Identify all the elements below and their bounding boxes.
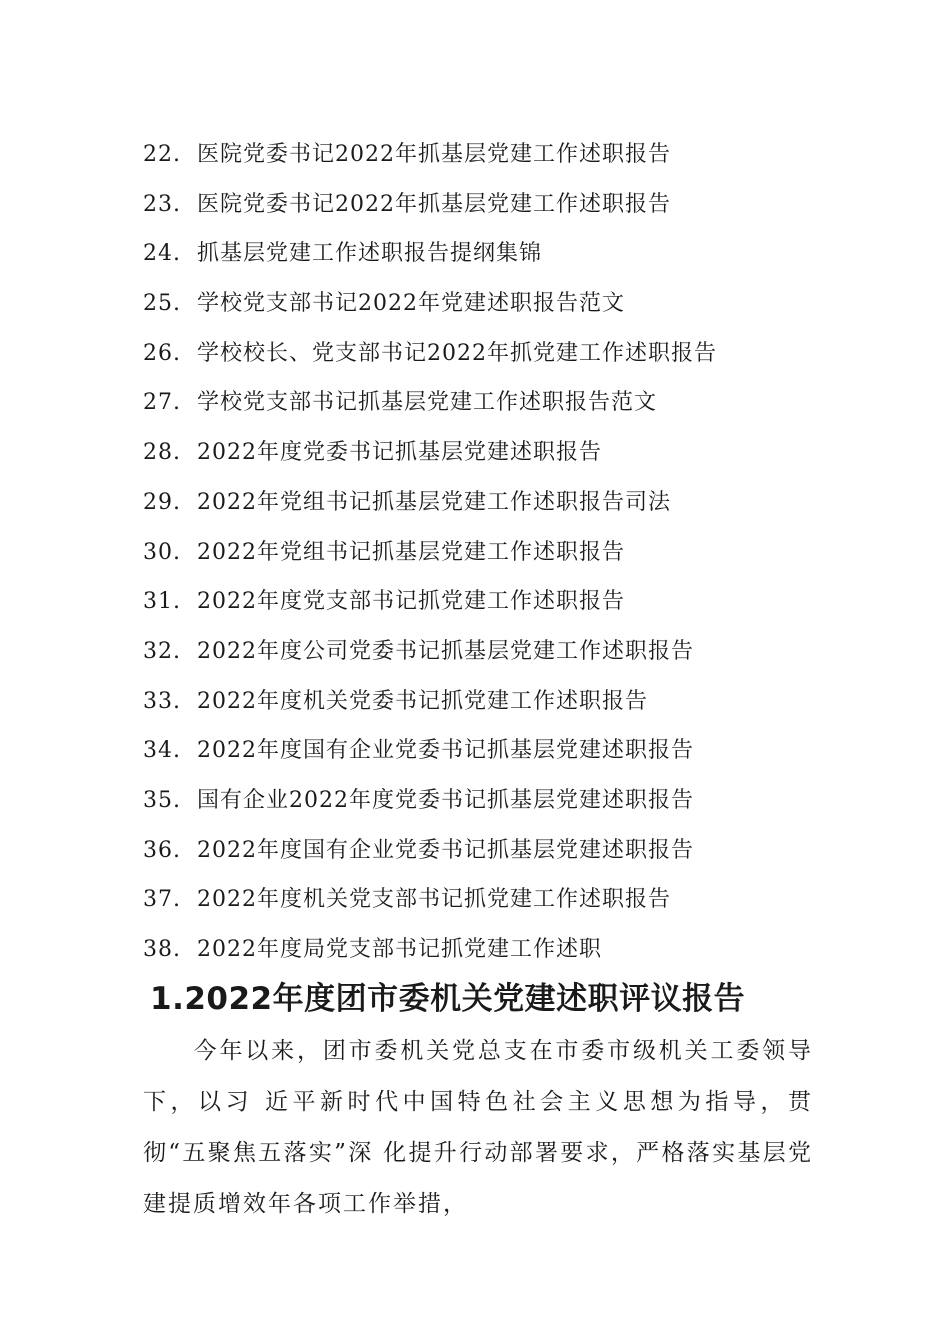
toc-item-title: 2022年党组书记抓基层党建工作述职报告司法 [197,489,671,515]
toc-item-title: 2022年度公司党委书记抓基层党建工作述职报告 [197,638,694,664]
toc-item-38[interactable] [143,925,843,975]
toc-item-25[interactable] [143,279,843,329]
toc-item-32[interactable] [143,627,843,677]
toc-item-number: 37. [143,887,181,913]
toc-item-30[interactable] [143,528,843,578]
toc-item-title: 2022年度局党支部书记抓党建工作述职 [197,937,602,962]
toc-item-29[interactable] [143,478,843,528]
toc-item-34[interactable] [143,726,843,776]
article-title: 1.2022年度团市委机关党建述职评议报告 [150,981,746,1017]
toc-item-number: 29. [143,489,181,515]
table-of-contents [143,130,843,975]
toc-item-number: 38. [143,937,181,962]
article-paragraph: 今年以来，团市委机关党总支在市委市级机关工委领导下，以习 近平新时代中国特色社会主义思想为指导，贯彻“五聚焦五落实”深 化提升行动部署要求，严格落实基层党建提质增效年各项工作举措， [143,1038,813,1217]
toc-item-35[interactable] [143,776,843,826]
toc-item-title: 2022年度国有企业党委书记抓基层党建述职报告 [197,738,694,764]
toc-item-36[interactable] [143,826,843,876]
toc-item-number: 33. [143,688,181,714]
toc-item-number: 28. [143,440,181,466]
toc-item-title: 抓基层党建工作述职报告提纲集锦 [197,241,543,267]
toc-item-number: 23. [143,191,181,217]
toc-item-37[interactable] [143,875,843,925]
toc-item-26[interactable] [143,329,843,379]
toc-item-title: 2022年度国有企业党委书记抓基层党建述职报告 [197,837,694,863]
toc-item-title: 学校校长、党支部书记2022年抓党建工作述职报告 [197,340,717,366]
toc-item-title: 学校党支部书记抓基层党建工作述职报告范文 [197,390,658,416]
toc-item-number: 32. [143,638,181,664]
toc-item-title: 2022年度机关党支部书记抓党建工作述职报告 [197,887,671,913]
toc-item-title: 2022年党组书记抓基层党建工作述职报告 [197,539,625,565]
toc-item-31[interactable] [143,577,843,627]
toc-item-number: 30. [143,539,181,565]
toc-item-27[interactable] [143,378,843,428]
toc-item-title: 国有企业2022年度党委书记抓基层党建述职报告 [197,787,694,813]
article-body [143,1026,813,1230]
toc-item-number: 36. [143,837,181,863]
toc-item-title: 医院党委书记2022年抓基层党建工作述职报告 [197,191,671,217]
toc-item-number: 27. [143,390,181,416]
toc-item-title: 2022年度机关党委书记抓党建工作述职报告 [197,688,648,714]
toc-item-number: 34. [143,738,181,764]
toc-item-28[interactable] [143,428,843,478]
toc-item-number: 35. [143,787,181,813]
toc-item-number: 25. [143,291,181,317]
toc-item-number: 22. [143,142,181,167]
toc-item-number: 24. [143,241,181,267]
toc-item-22[interactable] [143,130,843,180]
toc-item-title: 医院党委书记2022年抓基层党建工作述职报告 [197,142,671,167]
toc-item-number: 26. [143,340,181,366]
toc-item-number: 31. [143,589,181,615]
toc-item-title: 学校党支部书记2022年党建述职报告范文 [197,291,625,317]
toc-item-title: 2022年度党委书记抓基层党建述职报告 [197,440,602,466]
toc-item-24[interactable] [143,229,843,279]
toc-item-title: 2022年度党支部书记抓党建工作述职报告 [197,589,625,615]
toc-item-23[interactable] [143,180,843,230]
toc-item-33[interactable] [143,677,843,727]
